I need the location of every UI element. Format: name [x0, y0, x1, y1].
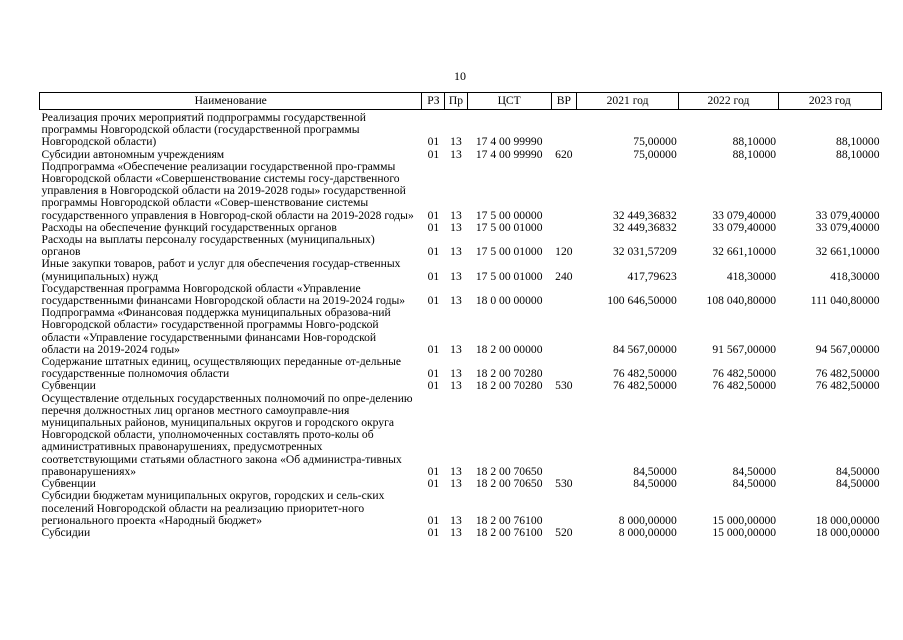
row-2022: 88,10000 — [732, 147, 777, 161]
row-2022: 91 567,00000 — [712, 342, 777, 356]
table-row — [40, 307, 882, 356]
row-rz: 01 — [427, 135, 440, 149]
row-rz: 01 — [427, 464, 440, 478]
row-2022: 32 661,10000 — [712, 245, 777, 259]
row-2021: 76 482,50000 — [612, 367, 677, 381]
row-2022: 84,50000 — [732, 464, 777, 478]
row-name: Субсидии бюджетам муниципальных округов, городских и сель-ских поселений Новгородской области на реализацию приоритет-ного регионального проекта «Народный бюджет» — [41, 489, 385, 527]
row-cst: 17 5 00 00000 — [475, 208, 543, 222]
row-cst: 17 5 00 01000 — [475, 269, 543, 283]
row-2023: 88,10000 — [836, 147, 880, 161]
row-name: Осуществление отдельных государственных полномочий по опре-делению перечня должностных лиц органов местного самоуправле-ния муниципальных районов, муниципальных округов и городского округа Новгородской области, уполномоченных составлять прото-колы об административных правонарушениях, предусмотренных соответствующими статьями областного закона «Об администра-тивных правонарушениях» — [41, 391, 413, 478]
row-name: Субвенции — [41, 477, 96, 491]
row-cst: 17 5 00 01000 — [475, 245, 543, 259]
row-vr — [551, 161, 576, 222]
row-pr: 13 — [450, 269, 462, 283]
row-vr: 620 — [555, 147, 573, 161]
table-row — [40, 258, 882, 282]
row-2021: 75,00000 — [633, 135, 677, 149]
row-rz: 01 — [427, 513, 440, 527]
row-pr: 13 — [450, 294, 462, 308]
header-vr: ВР — [551, 93, 576, 110]
row-2022: 84,50000 — [732, 477, 777, 491]
row-cst: 18 2 00 70280 — [475, 367, 543, 381]
row-2021: 100 646,50000 — [607, 294, 677, 308]
table-row — [40, 356, 882, 380]
row-2022: 108 040,80000 — [706, 294, 777, 308]
row-rz: 01 — [427, 379, 440, 393]
row-2022: 33 079,40000 — [712, 220, 777, 234]
row-2021: 417,79623 — [627, 269, 677, 283]
row-name: Субсидии — [41, 525, 91, 539]
row-rz: 01 — [427, 477, 440, 491]
row-vr: 530 — [555, 379, 573, 393]
row-2023: 84,50000 — [836, 477, 880, 491]
row-pr: 13 — [450, 367, 462, 381]
row-cst: 17 4 00 99990 — [475, 135, 543, 149]
row-2023: 84,50000 — [836, 464, 880, 478]
row-vr — [551, 283, 576, 307]
row-rz: 01 — [427, 525, 440, 539]
row-2023: 94 567,00000 — [815, 342, 880, 356]
row-cst: 18 2 00 70650 — [475, 477, 543, 491]
row-2023: 33 079,40000 — [815, 220, 880, 234]
table-row — [40, 380, 882, 392]
row-name: Содержание штатных единиц, осуществляющих переданные от-дельные государственные полномочия области — [41, 355, 402, 381]
row-vr — [551, 393, 576, 478]
header-cst: ЦСТ — [467, 93, 551, 110]
row-vr: 520 — [555, 525, 573, 539]
row-rz: 01 — [427, 269, 440, 283]
row-name: Подпрограмма «Обеспечение реализации государственной про-граммы Новгородской области «Совершенствование системы госу-дарственного управления в Новгородской области на 2019-2028 годы» государственной программы Новгородской области «Совер-шенствование системы государственного управления в Новгород-ской области на 2019-2028 годы» — [41, 159, 414, 222]
row-name: Подпрограмма «Финансовая поддержка муниципальных образова-ний Новгородской области» государственной программы Новго-родской области «Управление государственными финансами Нов-городской области на 2019-2024 годы» — [41, 306, 391, 356]
row-2023: 76 482,50000 — [815, 379, 880, 393]
row-cst: 18 2 00 00000 — [475, 342, 543, 356]
table-header-row — [40, 93, 882, 110]
row-2021: 32 031,57209 — [612, 245, 677, 259]
table-row — [40, 490, 882, 527]
row-2023: 418,30000 — [830, 269, 880, 283]
row-vr — [551, 222, 576, 234]
row-cst: 18 2 00 70650 — [475, 464, 543, 478]
row-rz: 01 — [427, 220, 440, 234]
row-cst: 18 0 00 00000 — [475, 294, 543, 308]
row-2023: 32 661,10000 — [815, 245, 880, 259]
row-pr: 13 — [450, 525, 462, 539]
row-2023: 33 079,40000 — [815, 208, 880, 222]
row-pr: 13 — [450, 342, 462, 356]
row-rz: 01 — [427, 294, 440, 308]
row-2022: 88,10000 — [732, 135, 777, 149]
row-2022: 33 079,40000 — [712, 208, 777, 222]
row-cst: 18 2 00 76100 — [475, 525, 543, 539]
row-2021: 84,50000 — [633, 477, 677, 491]
row-pr: 13 — [450, 147, 462, 161]
row-2022: 15 000,00000 — [712, 513, 777, 527]
row-name: Иные закупки товаров, работ и услуг для обеспечения государ-ственных (муниципальных) нужд — [41, 257, 401, 283]
row-vr: 120 — [555, 245, 573, 259]
header-pr: Пр — [445, 93, 467, 110]
table-row — [40, 161, 882, 222]
row-2021: 8 000,00000 — [618, 525, 677, 539]
row-pr: 13 — [450, 220, 462, 234]
row-pr: 13 — [450, 464, 462, 478]
row-vr: 530 — [555, 477, 573, 491]
row-rz: 01 — [427, 342, 440, 356]
row-pr: 13 — [450, 477, 462, 491]
row-2022: 15 000,00000 — [712, 525, 777, 539]
row-cst: 17 5 00 01000 — [475, 220, 543, 234]
row-cst: 17 4 00 99990 — [475, 147, 543, 161]
row-2021: 32 449,36832 — [612, 220, 677, 234]
header-2021: 2021 год — [576, 93, 678, 110]
row-pr: 13 — [450, 245, 462, 259]
row-pr: 13 — [450, 135, 462, 149]
row-2021: 76 482,50000 — [612, 379, 677, 393]
row-name: Расходы на обеспечение функций государственных органов — [41, 220, 337, 234]
row-2022: 418,30000 — [726, 269, 777, 283]
row-2021: 84,50000 — [633, 464, 677, 478]
row-name: Государственная программа Новгородской области «Управление государственными финансами Новгородской области на 2019-2024 годы» — [41, 281, 406, 308]
row-vr — [551, 110, 576, 149]
header-2023: 2023 год — [778, 93, 881, 110]
row-2023: 88,10000 — [836, 135, 880, 149]
row-cst: 18 2 00 76100 — [475, 513, 543, 527]
row-name: Субвенции — [41, 379, 96, 393]
budget-table — [39, 92, 882, 539]
row-2023: 76 482,50000 — [815, 367, 880, 381]
row-vr — [551, 490, 576, 527]
row-pr: 13 — [450, 379, 462, 393]
row-rz: 01 — [427, 208, 440, 222]
table-row — [40, 149, 882, 161]
row-name: Реализация прочих мероприятий подпрограммы государственной программы Новгородской области (государственной программы Новгородской области) — [41, 111, 366, 149]
row-name: Расходы на выплаты персоналу государственных (муниципальных) органов — [41, 233, 375, 259]
row-2021: 8 000,00000 — [618, 513, 677, 527]
row-2021: 84 567,00000 — [612, 342, 677, 356]
row-cst: 18 2 00 70280 — [475, 379, 543, 393]
table-row — [40, 283, 882, 307]
table-row — [40, 234, 882, 258]
row-vr — [551, 307, 576, 356]
row-vr — [551, 356, 576, 380]
row-2022: 76 482,50000 — [712, 367, 777, 381]
row-rz: 01 — [427, 245, 440, 259]
row-2021: 75,00000 — [633, 147, 677, 161]
table-row — [40, 110, 882, 149]
table-row — [40, 527, 882, 539]
row-rz: 01 — [427, 367, 440, 381]
page-number: 10 — [454, 69, 466, 83]
row-pr: 13 — [450, 208, 462, 222]
table-row — [40, 393, 882, 478]
header-2022: 2022 год — [679, 93, 778, 110]
row-2021: 32 449,36832 — [612, 208, 677, 222]
row-pr: 13 — [450, 513, 462, 527]
header-name: Наименование — [40, 93, 422, 110]
row-2023: 18 000,00000 — [815, 525, 880, 539]
row-2022: 76 482,50000 — [712, 379, 777, 393]
row-name: Субсидии автономным учреждениям — [41, 147, 225, 161]
row-2023: 111 040,80000 — [810, 294, 880, 308]
row-rz: 01 — [427, 147, 440, 161]
row-vr: 240 — [555, 269, 573, 283]
row-2023: 18 000,00000 — [815, 513, 880, 527]
header-rz: РЗ — [422, 93, 445, 110]
